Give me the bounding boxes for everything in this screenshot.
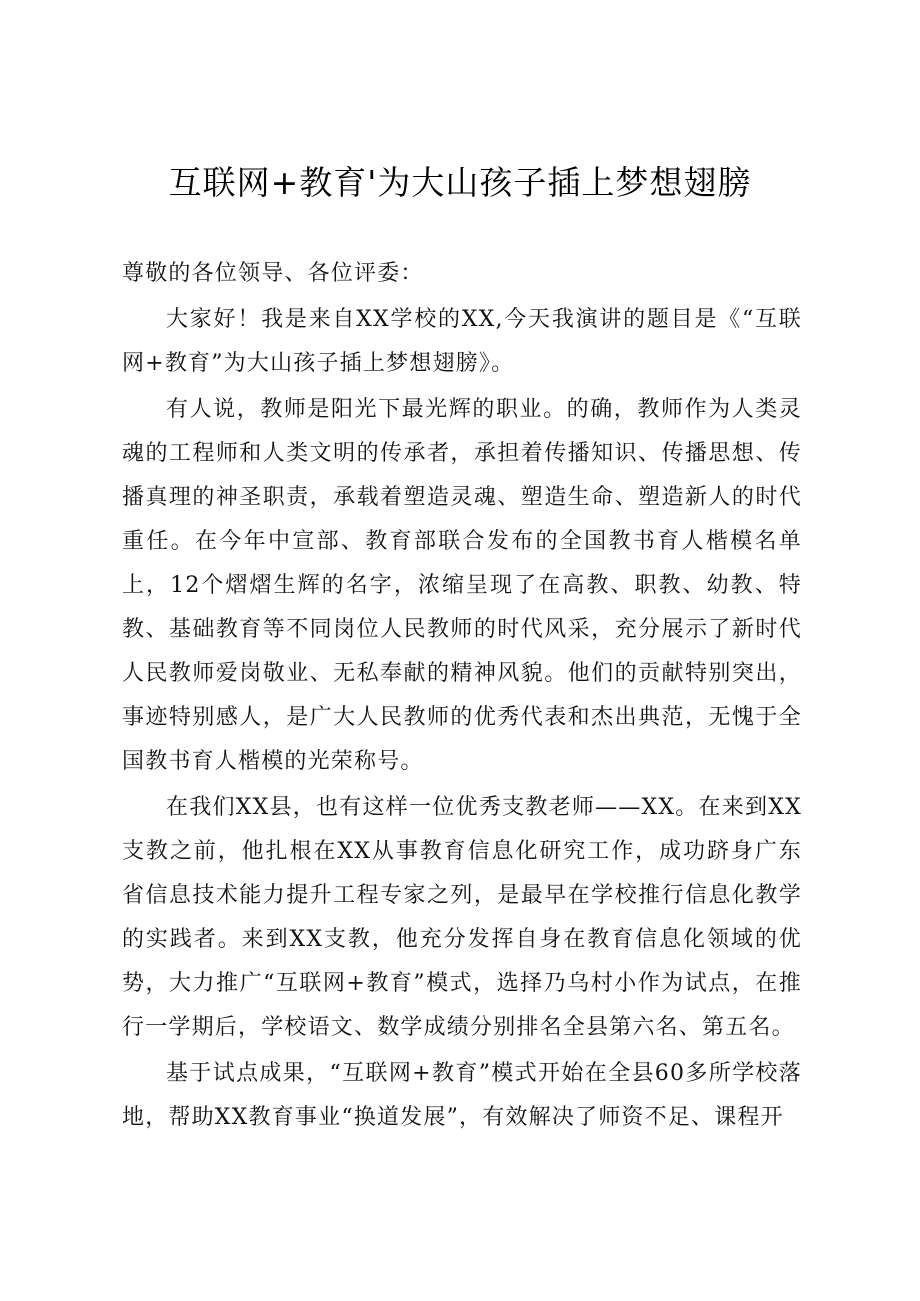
paragraph-greeting: 大家好！我是来自XX学校的XX,今天我演讲的题目是《“互联网+教育”为大山孩子插上梦想翅膀》。: [122, 307, 802, 376]
salutation: 尊敬的各位领导、各位评委：: [122, 261, 424, 286]
document-body: [122, 252, 802, 1142]
paragraph-teacher-profession: 有人说，教师是阳光下最光辉的职业。的确，教师作为人类灵魂的工程师和人类文明的传承者，承担着传播知识、传播思想、传播真理的神圣职责，承载着塑造灵魂、塑造生命、塑造新人的时代重任。在今年中宣部、教育部联合发布的全国教书育人楷模名单上，12个熠熠生辉的名字，浓缩呈现了在高教、职教、幼教、特教、基础教育等不同岗位人民教师的时代风采，充分展示了新时代人民教师爱岗敬业、无私奉献的精神风貌。他们的贡献特别突出，事迹特别感人，是广大人民教师的优秀代表和杰出典范，无愧于全国教书育人楷模的光荣称号。: [122, 397, 802, 774]
paragraph-pilot-results: 基于试点成果，“互联网+教育”模式开始在全县60多所学校落地，帮助XX教育事业“换道发展”，有效解决了师资不足、课程开: [122, 1061, 802, 1130]
document-title: 互联网+教育'为大山孩子插上梦想翅膀: [168, 163, 752, 202]
paragraph-local-teacher: 在我们XX县，也有这样一位优秀支教老师——XX。在来到XX支教之前，他扎根在XX从事教育信息化研究工作，成功跻身广东省信息技术能力提升工程专家之列，是最早在学校推行信息化教学的实践者。来到XX支教，他充分发挥自身在教育信息化领域的优势，大力推广“互联网+教育”模式，选择乃乌村小作为试点，在推行一学期后，学校语文、数学成绩分别排名全县第六名、第五名。: [122, 795, 802, 1040]
